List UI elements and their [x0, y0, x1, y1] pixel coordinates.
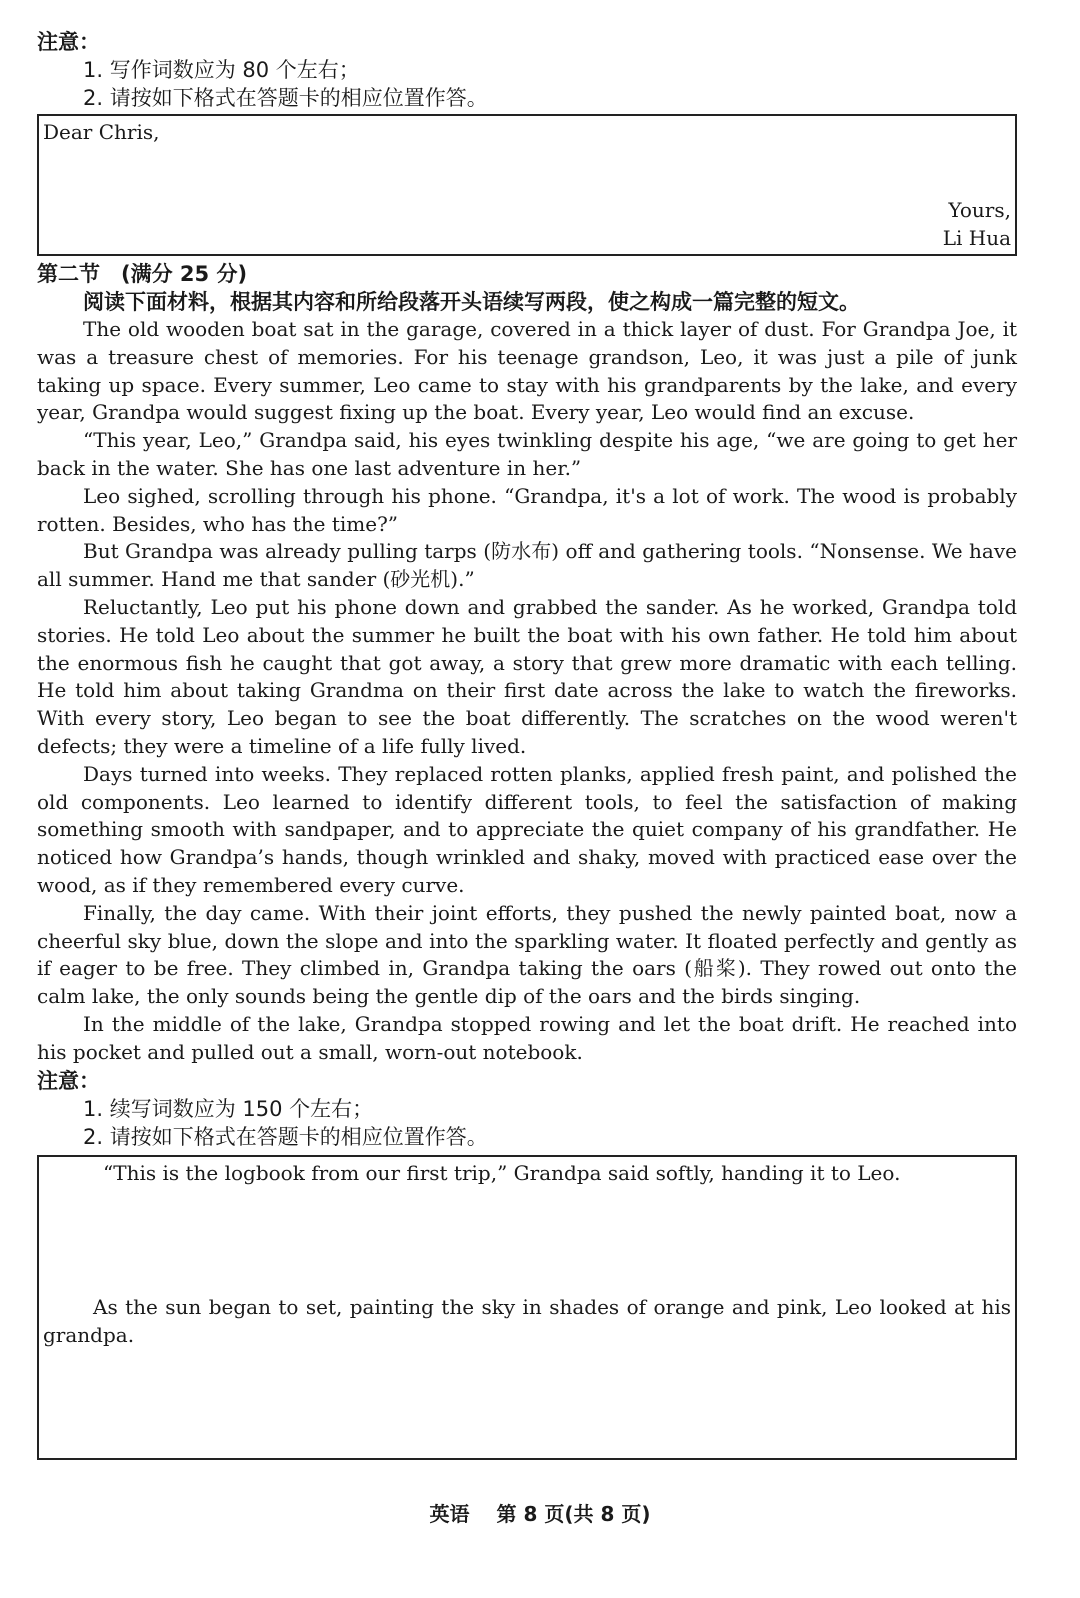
notes-title: 注意： — [37, 1068, 100, 1093]
letter-signature: Li Hua — [942, 226, 1011, 250]
passage-paragraph: Leo sighed, scrolling through his phone. “Grandpa, it's a lot of work. The wood is probably rotten. Besides, who has the time?” — [37, 483, 1017, 536]
passage-paragraph: But Grandpa was already pulling tarps (防水布) off and gathering tools. “Nonsense. We have all summer. Hand me that sander (砂光机).” — [37, 539, 1017, 592]
section-heading: 第二节 (满分 25 分) — [37, 262, 248, 286]
passage-paragraph: In the middle of the lake, Grandpa stopped rowing and let the boat drift. He reached into his pocket and pulled out a small, worn-out notebook. — [37, 1011, 1017, 1064]
continuation-opening-2: As the sun began to set, painting the sky in shades of orange and pink, Leo looked at his grandpa. — [43, 1294, 1011, 1347]
note-item: 2. 请按如下格式在答题卡的相应位置作答。 — [83, 1124, 488, 1149]
exam-page — [37, 28, 1017, 1460]
continuation-answer-box — [37, 1155, 1017, 1460]
note-item: 1. 续写词数应为 150 个左右； — [83, 1096, 374, 1121]
note-item: 1. 写作词数应为 80 个左右； — [83, 58, 360, 82]
passage-paragraph: Days turned into weeks. They replaced rotten planks, applied fresh paint, and polished the old components. Leo learned to identify different tools, to feel the satisfaction of making something smooth with sandpaper, and to appreciate the quiet company of his grandfather. He noticed how Grandpa’s hands, though wrinkled and shaky, moved with practiced ease over the wood, as if they remembered every curve. — [37, 761, 1017, 897]
passage-paragraph: Finally, the day came. With their joint efforts, they pushed the newly painted boat, now a cheerful sky blue, down the slope and into the sparkling water. It floated perfectly and gently as if eager to be free. They climbed in, Grandpa taking the oars (船桨). They rowed out onto the calm lake, the only sounds being the gentle dip of the oars and the birds singing. — [37, 900, 1017, 1009]
letter-closing: Yours, — [948, 198, 1011, 222]
note-item: 2. 请按如下格式在答题卡的相应位置作答。 — [83, 86, 488, 110]
continuation-opening-1: “This is the logbook from our first trip,” Grandpa said softly, handing it to Leo. — [103, 1160, 901, 1185]
letter-salutation: Dear Chris, — [43, 120, 160, 144]
letter-signoff — [943, 196, 1011, 252]
passage-paragraph: Reluctantly, Leo put his phone down and grabbed the sander. As he worked, Grandpa told stories. He told Leo about the summer he built the boat with his own father. He told him about the enormous fish he caught that got away, a story that grew more dramatic with each telling. He told him about taking Grandma on their first date across the lake to watch the fireworks. With every story, Leo began to see the boat differently. The scratches on the wood weren't defects; they were a timeline of a life fully lived. — [37, 594, 1017, 758]
notes-title: 注意： — [37, 30, 100, 54]
letter-answer-box — [37, 114, 1017, 256]
passage-paragraph: The old wooden boat sat in the garage, covered in a thick layer of dust. For Grandpa Joe, it was a treasure chest of memories. For his teenage grandson, Leo, it was just a pile of junk taking up space. Every summer, Leo came to stay with his grandparents by the lake, and every year, Grandpa would suggest fixing up the boat. Every year, Leo would find an excuse. — [37, 317, 1017, 425]
passage-paragraph: “This year, Leo,” Grandpa said, his eyes twinkling despite his age, “we are going to get her back in the water. She has one last adventure in her.” — [37, 428, 1017, 480]
footer-subject: 英语 — [429, 1502, 470, 1526]
footer-page-number: 第 8 页(共 8 页) — [496, 1502, 651, 1526]
reading-passage — [37, 316, 1017, 1067]
page-footer — [0, 1498, 1080, 1527]
section-instruction: 阅读下面材料，根据其内容和所给段落开头语续写两段，使之构成一篇完整的短文。 — [83, 290, 860, 314]
